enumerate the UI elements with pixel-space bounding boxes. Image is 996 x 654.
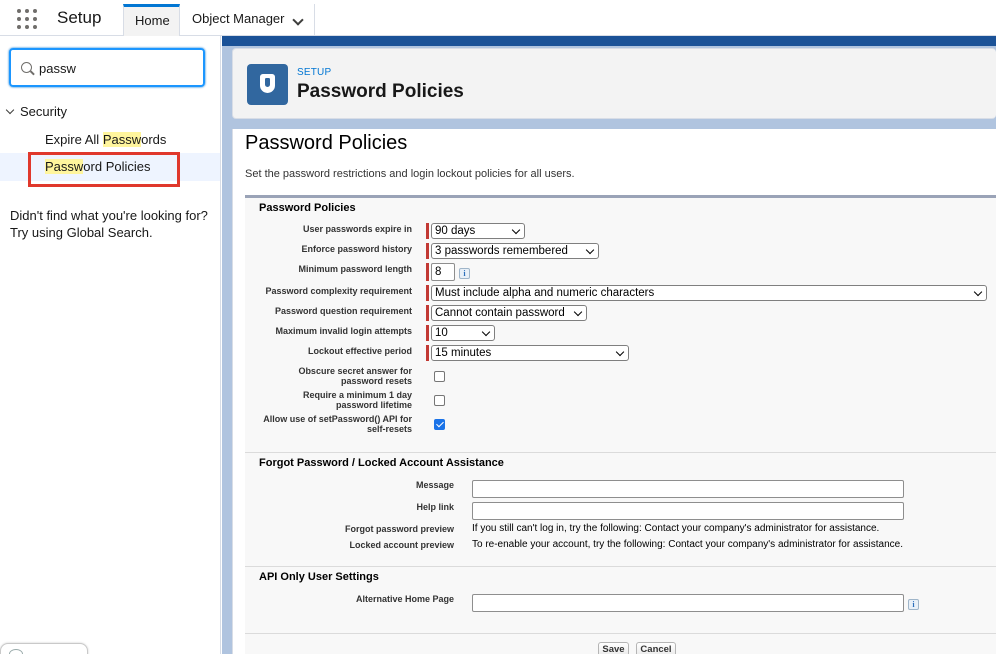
- question-label: Password question requirement: [274, 306, 412, 316]
- quick-find-input[interactable]: [39, 59, 199, 77]
- search-icon: [21, 62, 32, 73]
- message-input[interactable]: [472, 480, 904, 498]
- min-lifetime-label: [303, 390, 412, 410]
- lockout-label: Lockout effective period: [307, 346, 412, 356]
- question-select-value: Cannot contain password: [435, 307, 565, 319]
- tab-object-manager-label: Object Manager: [192, 11, 285, 26]
- expire-label: User passwords expire in: [302, 224, 412, 234]
- required-marker: [426, 243, 429, 259]
- page-header: [232, 48, 996, 119]
- content-frame: [232, 129, 996, 654]
- help-link-input[interactable]: [472, 502, 904, 520]
- max-attempts-select-value: 10: [435, 327, 448, 339]
- cancel-button[interactable]: Cancel: [636, 642, 676, 654]
- message-label: Message: [415, 480, 454, 490]
- max-attempts-label: Maximum invalid login attempts: [275, 326, 412, 336]
- global-header: [0, 0, 996, 36]
- min-lifetime-label-line: Require a minimum 1 day: [302, 390, 412, 400]
- tree-section-label: Security: [20, 104, 67, 119]
- lockout-select-value: 15 minutes: [435, 347, 492, 359]
- complexity-select-value: Must include alpha and numeric characters: [435, 287, 655, 299]
- complexity-select[interactable]: [431, 285, 987, 301]
- search-highlight: Passw: [45, 159, 84, 174]
- forgot-preview-value: If you still can't log in, try the following: Contact your company's administrator for assistance.: [472, 523, 880, 534]
- section-heading-api-only: API Only User Settings: [245, 566, 996, 586]
- header-icon: [247, 64, 288, 105]
- quick-find-box: [9, 48, 205, 87]
- sidebar-item-text: ord Policies: [83, 159, 151, 174]
- setpassword-label: [263, 414, 412, 434]
- min-lifetime-checkbox[interactable]: [434, 395, 445, 406]
- shield-icon: [260, 74, 275, 93]
- tree-section-security[interactable]: [6, 104, 67, 119]
- tab-home-label: Home: [135, 13, 170, 28]
- not-found-line: Try using Global Search.: [10, 225, 153, 240]
- obscure-label: [298, 366, 412, 386]
- not-found-message: [10, 207, 215, 241]
- alt-home-label: Alternative Home Page: [355, 594, 454, 604]
- setpassword-label-line: Allow use of setPassword() API for: [263, 414, 412, 424]
- search-highlight: Passw: [102, 132, 142, 147]
- chevron-down-icon[interactable]: [6, 106, 14, 114]
- max-attempts-select[interactable]: [431, 325, 495, 341]
- required-marker: [426, 223, 429, 239]
- expire-select-value: 90 days: [435, 225, 476, 237]
- locked-preview-label: Locked account preview: [349, 540, 454, 550]
- obscure-label-line: Obscure secret answer for: [298, 366, 412, 376]
- sidebar-item-expire-all-passwords[interactable]: [0, 126, 220, 154]
- app-launcher-icon[interactable]: [17, 9, 37, 29]
- history-select[interactable]: [431, 243, 599, 259]
- button-bar: [245, 633, 996, 654]
- locked-preview-value: To re-enable your account, try the following: Contact your company's administrator for assistance.: [472, 539, 904, 550]
- breadcrumb: SETUP: [297, 67, 332, 78]
- app-name: Setup: [57, 8, 102, 27]
- main-area: [222, 36, 996, 654]
- utility-bar[interactable]: [0, 643, 88, 654]
- required-marker: [426, 263, 429, 281]
- sidebar-item-password-policies[interactable]: [0, 153, 220, 181]
- section-heading-password-policies: Password Policies: [259, 202, 356, 214]
- edit-panel: [245, 195, 996, 654]
- obscure-label-line: password resets: [340, 376, 412, 386]
- history-select-value: 3 passwords remembered: [435, 245, 568, 257]
- required-marker: [426, 345, 429, 361]
- forgot-preview-label: Forgot password preview: [344, 524, 454, 534]
- sidebar-item-text: ords: [141, 132, 167, 147]
- alt-home-input[interactable]: [472, 594, 904, 612]
- save-button[interactable]: Save: [598, 642, 629, 654]
- page-description: Set the password restrictions and login lockout policies for all users.: [245, 168, 575, 180]
- info-icon[interactable]: i: [908, 599, 919, 610]
- page-header-title: Password Policies: [297, 81, 464, 102]
- history-label: Enforce password history: [301, 244, 412, 254]
- section-heading-forgot-password: Forgot Password / Locked Account Assistance: [245, 452, 996, 472]
- chevron-down-icon[interactable]: [292, 14, 303, 25]
- tab-object-manager[interactable]: [181, 4, 315, 36]
- setup-sidebar: [0, 36, 221, 654]
- obscure-checkbox[interactable]: [434, 371, 445, 382]
- min-length-input[interactable]: 8: [431, 263, 455, 281]
- min-length-label: Minimum password length: [298, 264, 412, 274]
- required-marker: [426, 325, 429, 341]
- min-lifetime-label-line: password lifetime: [335, 400, 412, 410]
- setpassword-label-line: self-resets: [366, 424, 412, 434]
- page-title: Password Policies: [245, 132, 408, 154]
- tab-home[interactable]: [123, 4, 180, 36]
- help-link-label: Help link: [416, 502, 454, 512]
- setpassword-checkbox[interactable]: [434, 419, 445, 430]
- required-marker: [426, 285, 429, 301]
- question-select[interactable]: [431, 305, 587, 321]
- required-marker: [426, 305, 429, 321]
- complexity-label: Password complexity requirement: [265, 286, 412, 296]
- not-found-line: Didn't find what you're looking for?: [10, 208, 208, 223]
- expire-select[interactable]: [431, 223, 525, 239]
- info-icon[interactable]: i: [459, 268, 470, 279]
- lockout-select[interactable]: [431, 345, 629, 361]
- sidebar-item-text: Expire All: [45, 132, 103, 147]
